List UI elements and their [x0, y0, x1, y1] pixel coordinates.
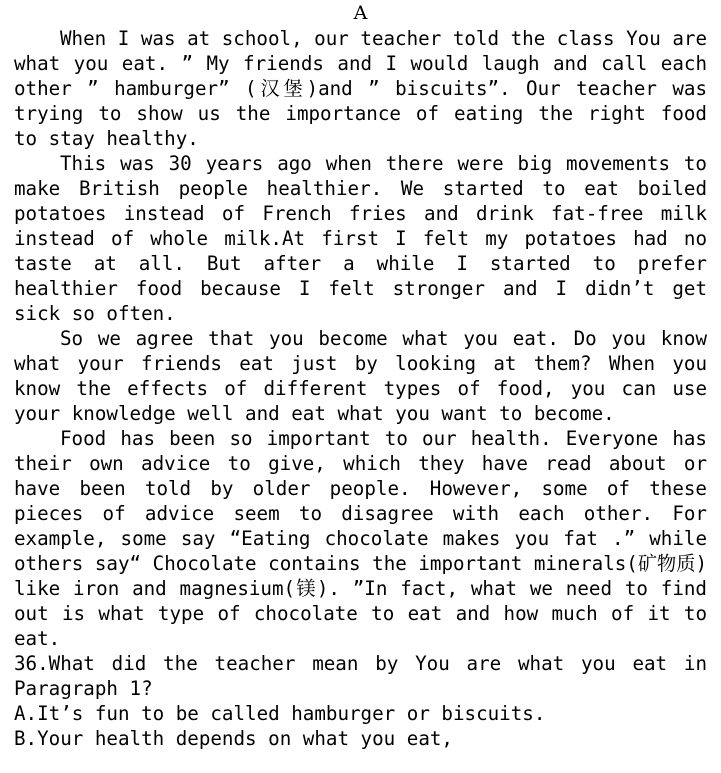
option-b: B.Your health depends on what you eat,	[14, 727, 453, 750]
paragraph-1: When I was at school, our teacher told the class You are what you eat. ” My friends and I would laugh and call each other ” hamburger” (汉堡)and ” biscuits”. Our teacher was trying to show us the importance of eating the right food to stay healthy.	[14, 27, 707, 150]
paragraph-3: So we agree that you become what you eat. Do you know what your friends eat just by looking at them? When you know the effects of different types of food, you can use your knowledge well and eat what you want to become.	[14, 327, 707, 425]
question-36: 36.What did the teacher mean by You are what you eat in Paragraph 1?	[14, 652, 707, 700]
passage-title: A	[353, 2, 368, 24]
paragraph-2: This was 30 years ago when there were big movements to make British people healthier. We started to eat boiled potatoes instead of French fries and drink fat-free milk instead of whole milk.At first I felt my potatoes had no taste at all. But after a while I started to prefer healthier food because I felt stronger and I didn’t get sick so often.	[14, 152, 707, 325]
option-a: A.It’s fun to be called hamburger or biscuits.	[14, 702, 546, 725]
paragraph-4: Food has been so important to our health. Everyone has their own advice to give, which they have read about or have been told by older people. However, some of these pieces of advice seem to disagree with each other. For example, some say “Eating chocolate makes you fat .” while others say“ Chocolate contains the important minerals(矿物质) like iron and magnesium(镁). ”In fact, what we need to find out is what type of chocolate to eat and how much of it to eat.	[14, 427, 707, 650]
